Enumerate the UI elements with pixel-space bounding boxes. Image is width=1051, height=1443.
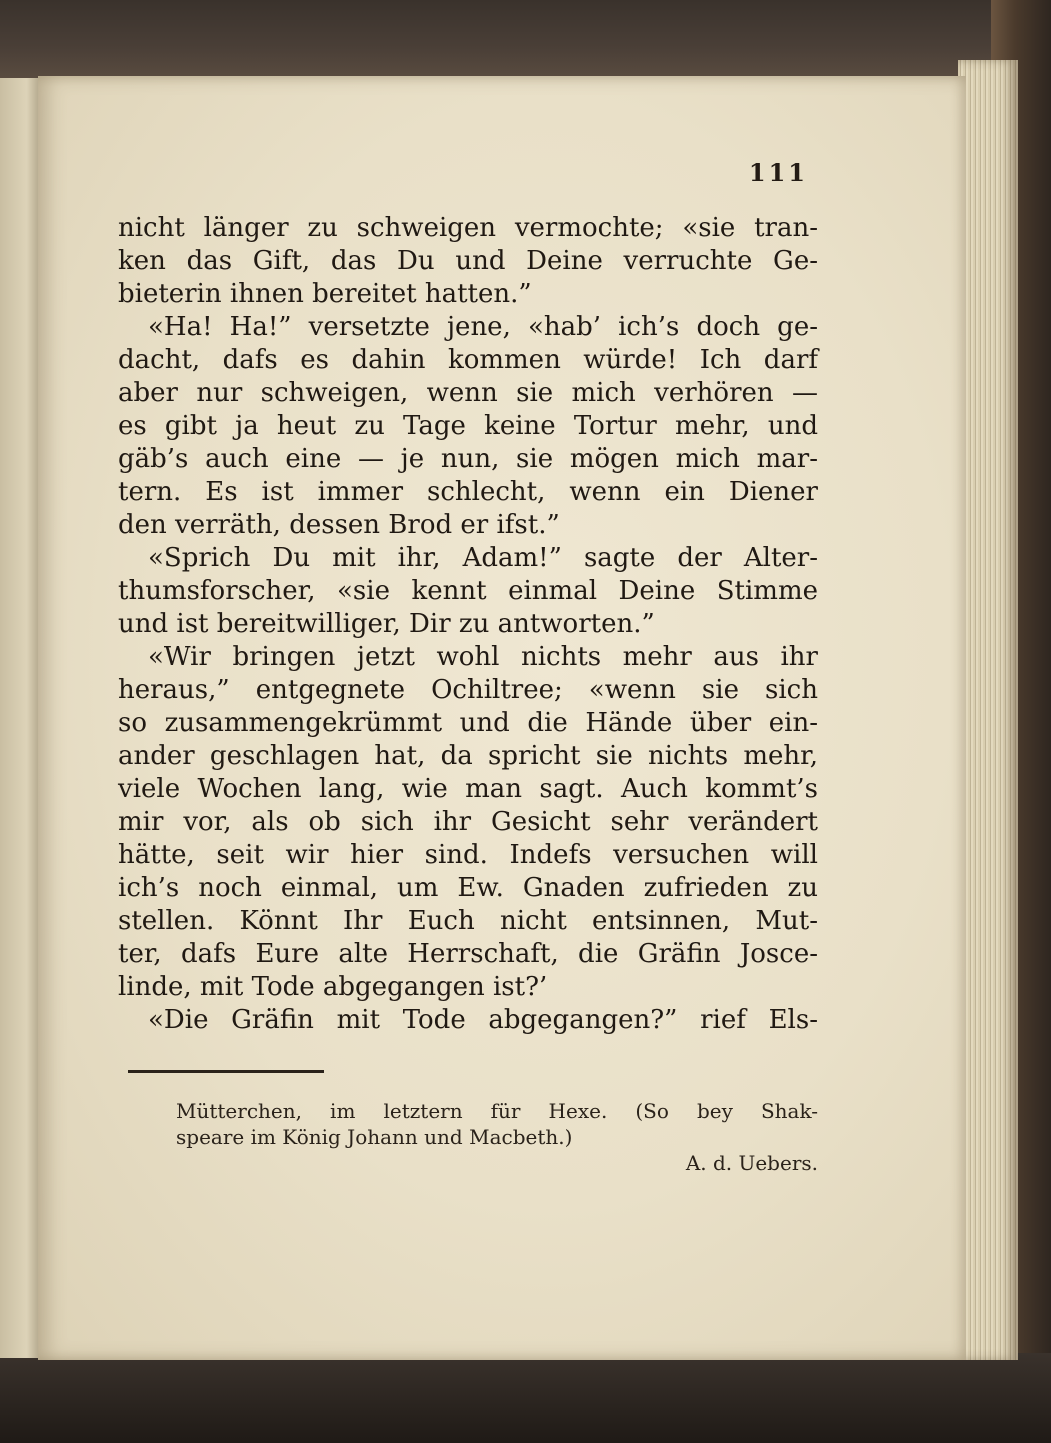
text-line: den verräth, dessen Brod er ifst.” [118, 510, 560, 540]
footnote-rule [128, 1070, 324, 1073]
text-line: heraus,” entgegnete Ochiltree; «wenn sie sich [118, 675, 818, 705]
page-number: 111 [748, 158, 808, 187]
text-line: nicht länger zu schweigen vermochte; «sie tran- [118, 213, 818, 243]
text-line: ken das Gift, das Du und Deine verruchte Ge- [118, 246, 818, 276]
book-cover-bottom [0, 1353, 1051, 1443]
text-line: bieterin ihnen bereitet hatten.” [118, 279, 532, 309]
text-line: und ist bereitwilliger, Dir zu antworten.” [118, 609, 655, 639]
text-line: «Ha! Ha!” versetzte jene, «hab’ ich’s doch ge- [148, 312, 818, 342]
text-line: so zusammengekrümmt und die Hände über ein- [118, 708, 818, 738]
text-line: es gibt ja heut zu Tage keine Tortur mehr, und [118, 411, 818, 441]
facing-page-edge [0, 78, 40, 1358]
footnote-line: Mütterchen, im letztern für Hexe. (So bey Shak- [176, 1099, 818, 1123]
text-line: ter, dafs Eure alte Herrschaft, die Gräfin Josce- [118, 939, 818, 969]
text-line: mir vor, als ob sich ihr Gesicht sehr verändert [118, 807, 818, 837]
footnote [176, 1098, 818, 1176]
text-line: gäb’s auch eine — je nun, sie mögen mich mar- [118, 444, 818, 474]
text-line: aber nur schweigen, wenn sie mich verhören — [118, 378, 818, 408]
text-line: «Sprich Du mit ihr, Adam!” sagte der Alter- [148, 543, 818, 573]
text-line: thumsforscher, «sie kennt einmal Deine Stimme [118, 576, 818, 606]
text-line: stellen. Könnt Ihr Euch nicht entsinnen, Mut- [118, 906, 818, 936]
page-stack-edges [958, 60, 1018, 1360]
text-line: «Die Gräfin mit Tode abgegangen?” rief Els- [148, 1005, 818, 1035]
footnote-line: speare im König Johann und Macbeth.) [176, 1125, 573, 1149]
text-line: hätte, seit wir hier sind. Indefs versuchen will [118, 840, 818, 870]
text-line: viele Wochen lang, wie man sagt. Auch kommt’s [118, 774, 818, 804]
book-cover-top [0, 0, 1051, 80]
body-text [118, 212, 818, 1037]
text-line: ich’s noch einmal, um Ew. Gnaden zufrieden zu [118, 873, 818, 903]
footnote-attribution: A. d. Uebers. [685, 1151, 818, 1175]
text-line: ander geschlagen hat, da spricht sie nichts mehr, [118, 741, 818, 771]
text-line: dacht, dafs es dahin kommen würde! Ich darf [118, 345, 818, 375]
text-line: «Wir bringen jetzt wohl nichts mehr aus ihr [148, 642, 818, 672]
text-line: tern. Es ist immer schlecht, wenn ein Diener [118, 477, 818, 507]
text-line: linde, mit Tode abgegangen ist?’ [118, 972, 548, 1002]
